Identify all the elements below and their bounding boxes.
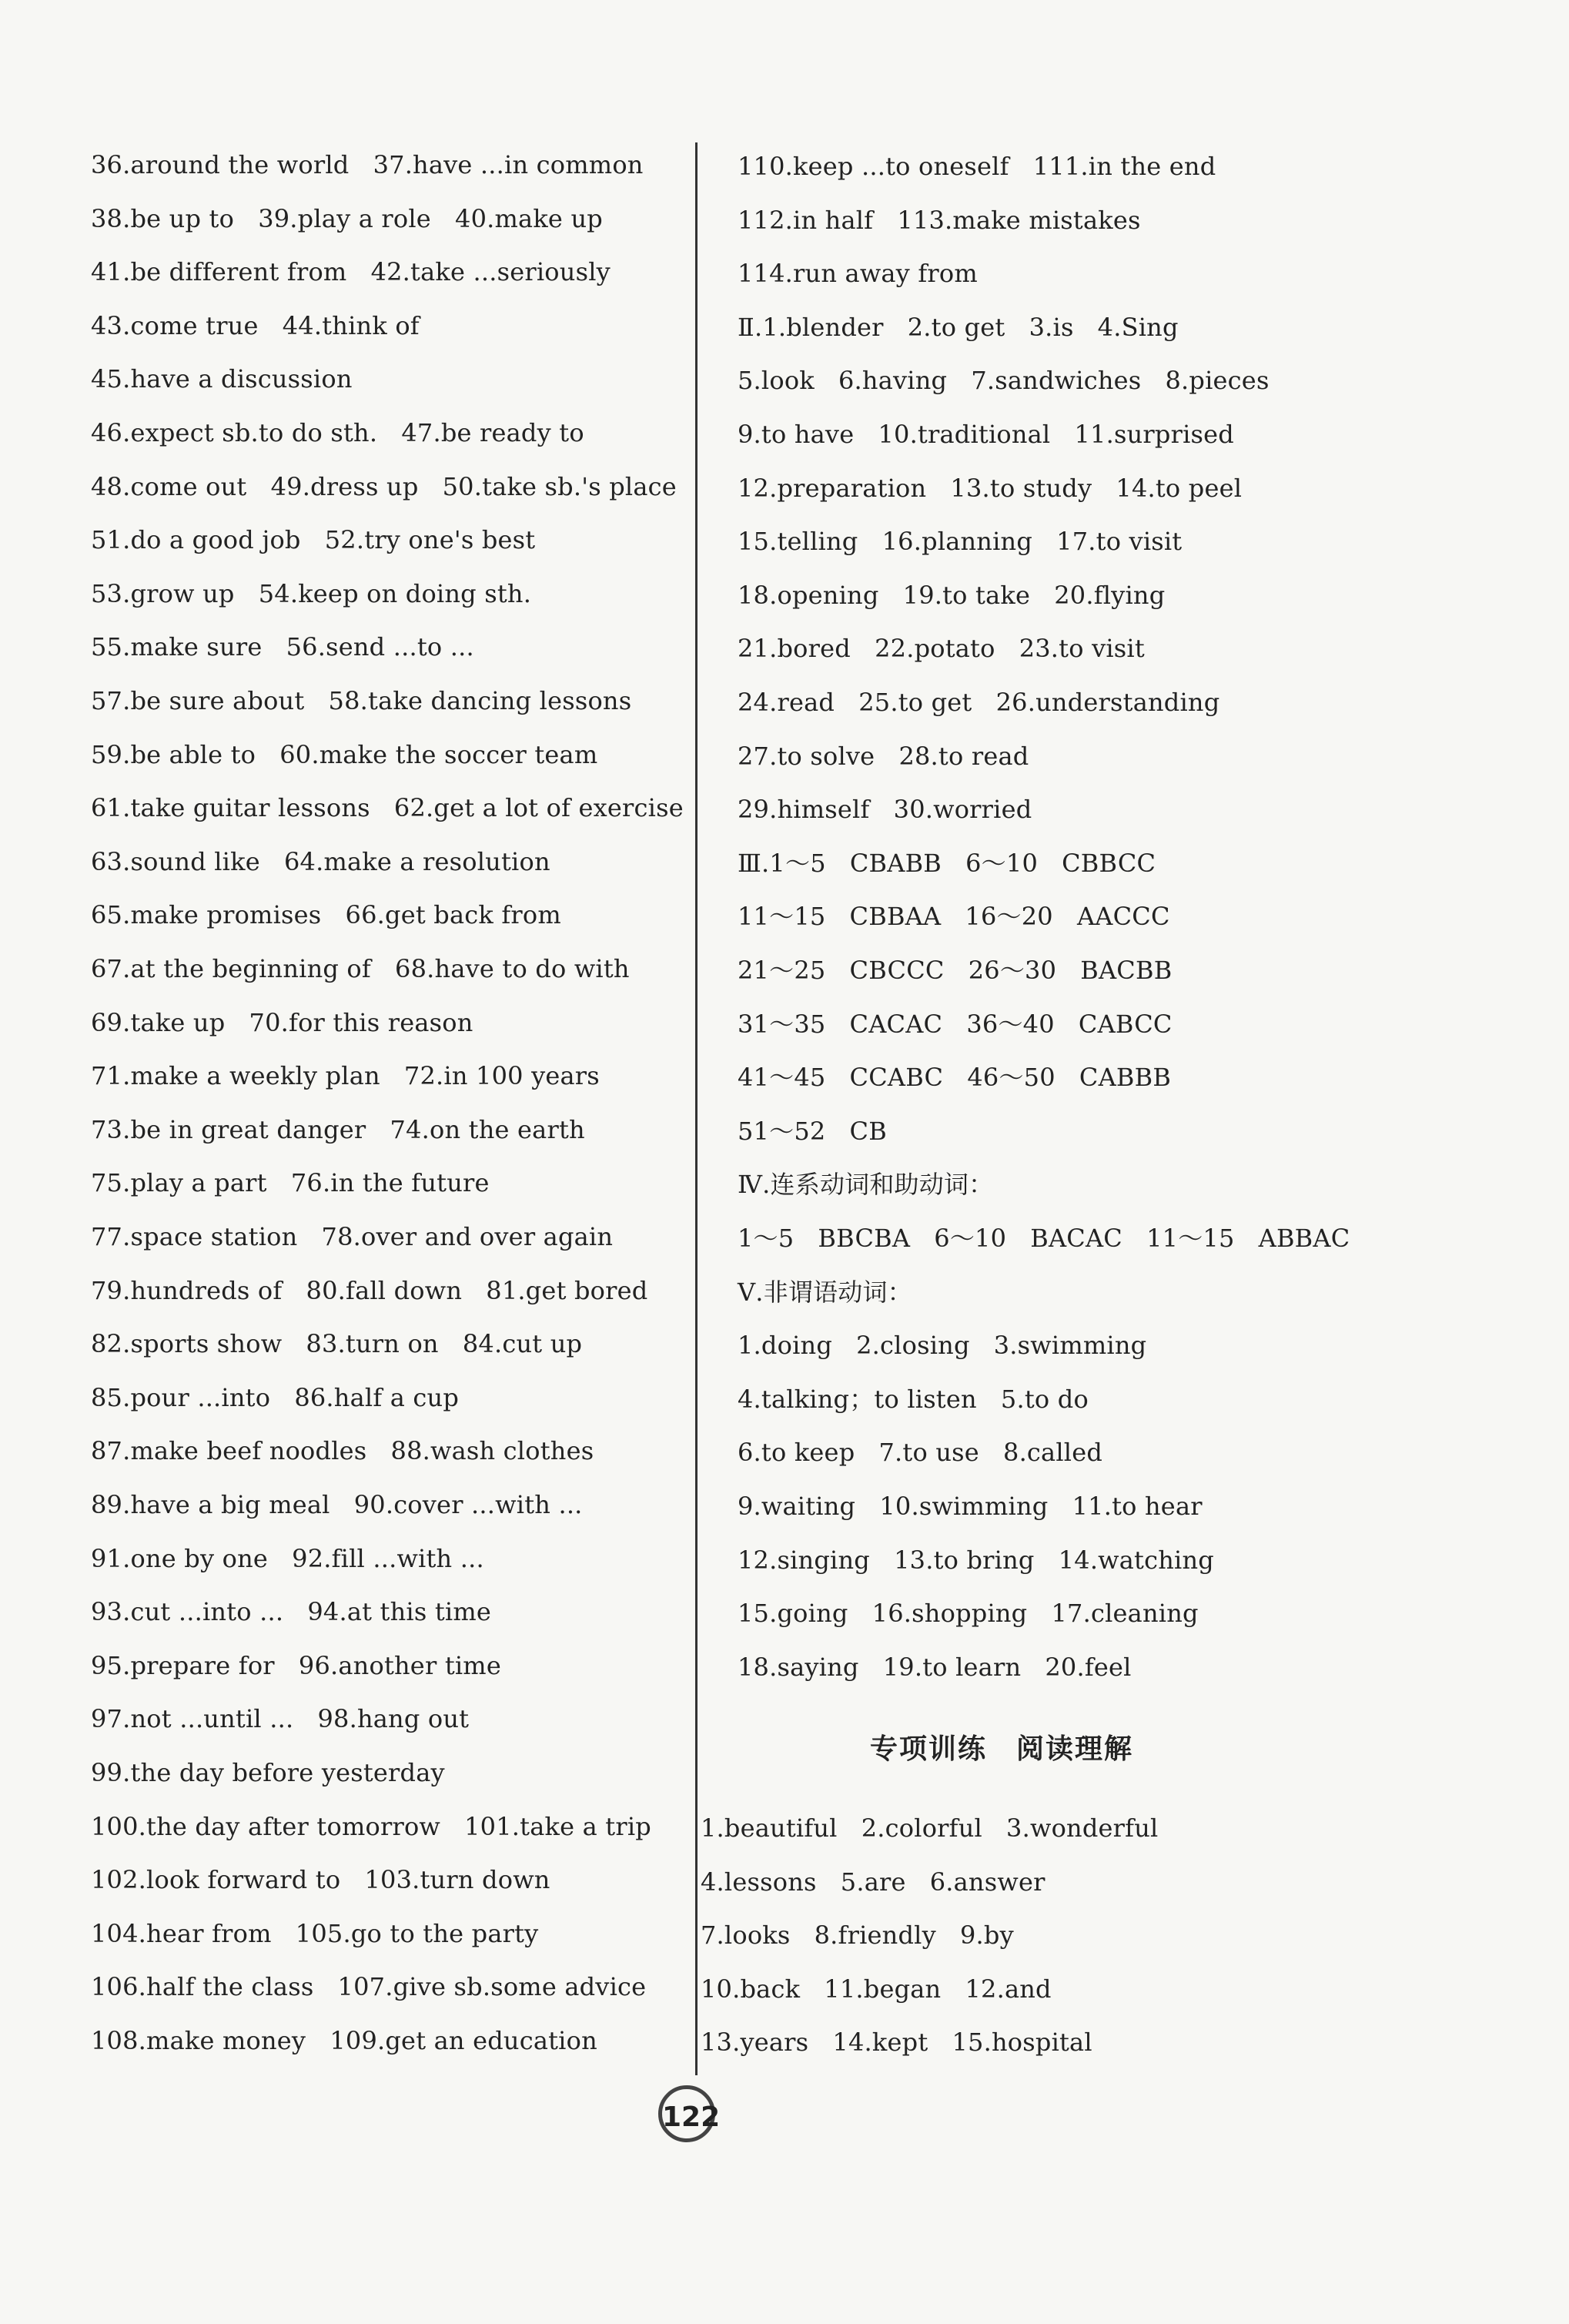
answer-line: 79.hundreds of 80.fall down 81.get bored bbox=[91, 1275, 648, 1305]
answer-line: Ⅳ.连系动词和助动词： bbox=[738, 1170, 994, 1200]
answer-line: 100.the day after tomorrow 101.take a trip bbox=[91, 1811, 651, 1841]
answer-line: 18.opening 19.to take 20.flying bbox=[738, 580, 1166, 610]
answer-line: 12.singing 13.to bring 14.watching bbox=[738, 1545, 1214, 1575]
answer-line: 63.sound like 64.make a resolution bbox=[91, 846, 550, 876]
answer-line: 89.have a big meal 90.cover ...with ... bbox=[91, 1490, 583, 1519]
answer-line: 4.talking；to listen 5.to do bbox=[738, 1384, 1089, 1414]
answer-line: 10.back 11.began 12.and bbox=[701, 1974, 1052, 2004]
answer-line: 48.come out 49.dress up 50.take sb.'s place bbox=[91, 471, 677, 501]
answer-line: 21～25 CBCCC 26～30 BACBB bbox=[738, 956, 1173, 985]
answer-line: 59.be able to 60.make the soccer team bbox=[91, 739, 598, 769]
answer-line: 102.look forward to 103.turn down bbox=[91, 1865, 550, 1895]
answer-line: 41～45 CCABC 46～50 CABBB bbox=[738, 1063, 1172, 1093]
answer-line: 4.lessons 5.are 6.answer bbox=[701, 1867, 1045, 1897]
answer-line: 67.at the beginning of 68.have to do with bbox=[91, 954, 630, 983]
column-divider bbox=[695, 142, 698, 2075]
page-number: 122 bbox=[658, 2085, 715, 2142]
answer-line: 77.space station 78.over and over again bbox=[91, 1222, 614, 1251]
answer-line: Ⅴ.非谓语动词： bbox=[738, 1277, 912, 1307]
answer-line: 108.make money 109.get an education bbox=[91, 2026, 597, 2055]
answer-line: 91.one by one 92.fill ...with ... bbox=[91, 1543, 484, 1573]
answer-line: 5.look 6.having 7.sandwiches 8.pieces bbox=[738, 366, 1270, 396]
answer-line: 21.bored 22.potato 23.to visit bbox=[738, 634, 1145, 664]
section-heading: 专项训练 阅读理解 bbox=[870, 1733, 1134, 1765]
answer-line: 95.prepare for 96.another time bbox=[91, 1650, 501, 1680]
answer-line: 1.beautiful 2.colorful 3.wonderful bbox=[701, 1813, 1159, 1843]
answer-line: 61.take guitar lessons 62.get a lot of exercise bbox=[91, 793, 684, 823]
answer-line: 15.going 16.shopping 17.cleaning bbox=[738, 1599, 1199, 1629]
answer-line: 18.saying 19.to learn 20.feel bbox=[738, 1652, 1132, 1682]
answer-line: 55.make sure 56.send ...to ... bbox=[91, 632, 474, 662]
answer-line: 9.waiting 10.swimming 11.to hear bbox=[738, 1492, 1203, 1521]
answer-line: 11～15 CBBAA 16～20 AACCC bbox=[738, 902, 1170, 932]
answer-line: 114.run away from bbox=[738, 259, 978, 289]
answer-line: 104.hear from 105.go to the party bbox=[91, 1918, 539, 1948]
answer-line: 9.to have 10.traditional 11.surprised bbox=[738, 420, 1234, 449]
answer-line: 106.half the class 107.give sb.some advice bbox=[91, 1972, 647, 2002]
answer-line: 41.be different from 42.take ...seriously bbox=[91, 257, 611, 287]
answer-line: 53.grow up 54.keep on doing sth. bbox=[91, 578, 532, 608]
answer-line: 27.to solve 28.to read bbox=[738, 741, 1029, 771]
answer-line: 15.telling 16.planning 17.to visit bbox=[738, 527, 1183, 557]
answer-line: 29.himself 30.worried bbox=[738, 795, 1032, 825]
answer-line: 31～35 CACAC 36～40 CABCC bbox=[738, 1009, 1173, 1039]
answer-line: 85.pour ...into 86.half a cup bbox=[91, 1382, 460, 1412]
answer-line: 73.be in great danger 74.on the earth bbox=[91, 1114, 585, 1144]
answer-line: 69.take up 70.for this reason bbox=[91, 1007, 473, 1037]
answer-line: 71.make a weekly plan 72.in 100 years bbox=[91, 1061, 600, 1091]
answer-line: Ⅲ.1～5 CBABB 6～10 CBBCC bbox=[738, 848, 1156, 878]
answer-line: 6.to keep 7.to use 8.called bbox=[738, 1438, 1103, 1468]
answer-line: 36.around the world 37.have ...in common bbox=[91, 150, 644, 179]
answer-line: 12.preparation 13.to study 14.to peel bbox=[738, 473, 1243, 503]
answer-line: 46.expect sb.to do sth. 47.be ready to bbox=[91, 418, 584, 447]
answer-line: 45.have a discussion bbox=[91, 364, 353, 394]
answer-line: 13.years 14.kept 15.hospital bbox=[701, 2028, 1092, 2058]
answer-line: 7.looks 8.friendly 9.by bbox=[701, 1920, 1014, 1951]
answer-line: 75.play a part 76.in the future bbox=[91, 1168, 490, 1198]
answer-line: 57.be sure about 58.take dancing lessons bbox=[91, 686, 632, 715]
answer-line: 82.sports show 83.turn on 84.cut up bbox=[91, 1329, 583, 1359]
answer-line: 24.read 25.to get 26.understanding bbox=[738, 688, 1220, 717]
answer-line: 1～5 BBCBA 6～10 BACAC 11～15 ABBAC bbox=[738, 1224, 1350, 1253]
answer-line: 65.make promises 66.get back from bbox=[91, 900, 561, 930]
answer-line: 1.doing 2.closing 3.swimming bbox=[738, 1331, 1147, 1361]
answer-line: Ⅱ.1.blender 2.to get 3.is 4.Sing bbox=[738, 312, 1179, 342]
answer-line: 43.come true 44.think of bbox=[91, 310, 420, 340]
answer-line: 87.make beef noodles 88.wash clothes bbox=[91, 1436, 594, 1466]
answer-line: 97.not ...until ... 98.hang out bbox=[91, 1704, 470, 1734]
answer-line: 38.be up to 39.play a role 40.make up bbox=[91, 203, 603, 233]
answer-line: 110.keep ...to oneself 111.in the end bbox=[738, 152, 1216, 181]
answer-line: 51～52 CB bbox=[738, 1116, 887, 1146]
answer-line: 93.cut ...into ... 94.at this time bbox=[91, 1597, 492, 1627]
answer-line: 51.do a good job 52.try one's best bbox=[91, 525, 536, 555]
answer-line: 112.in half 113.make mistakes bbox=[738, 205, 1141, 235]
answer-line: 99.the day before yesterday bbox=[91, 1758, 445, 1787]
